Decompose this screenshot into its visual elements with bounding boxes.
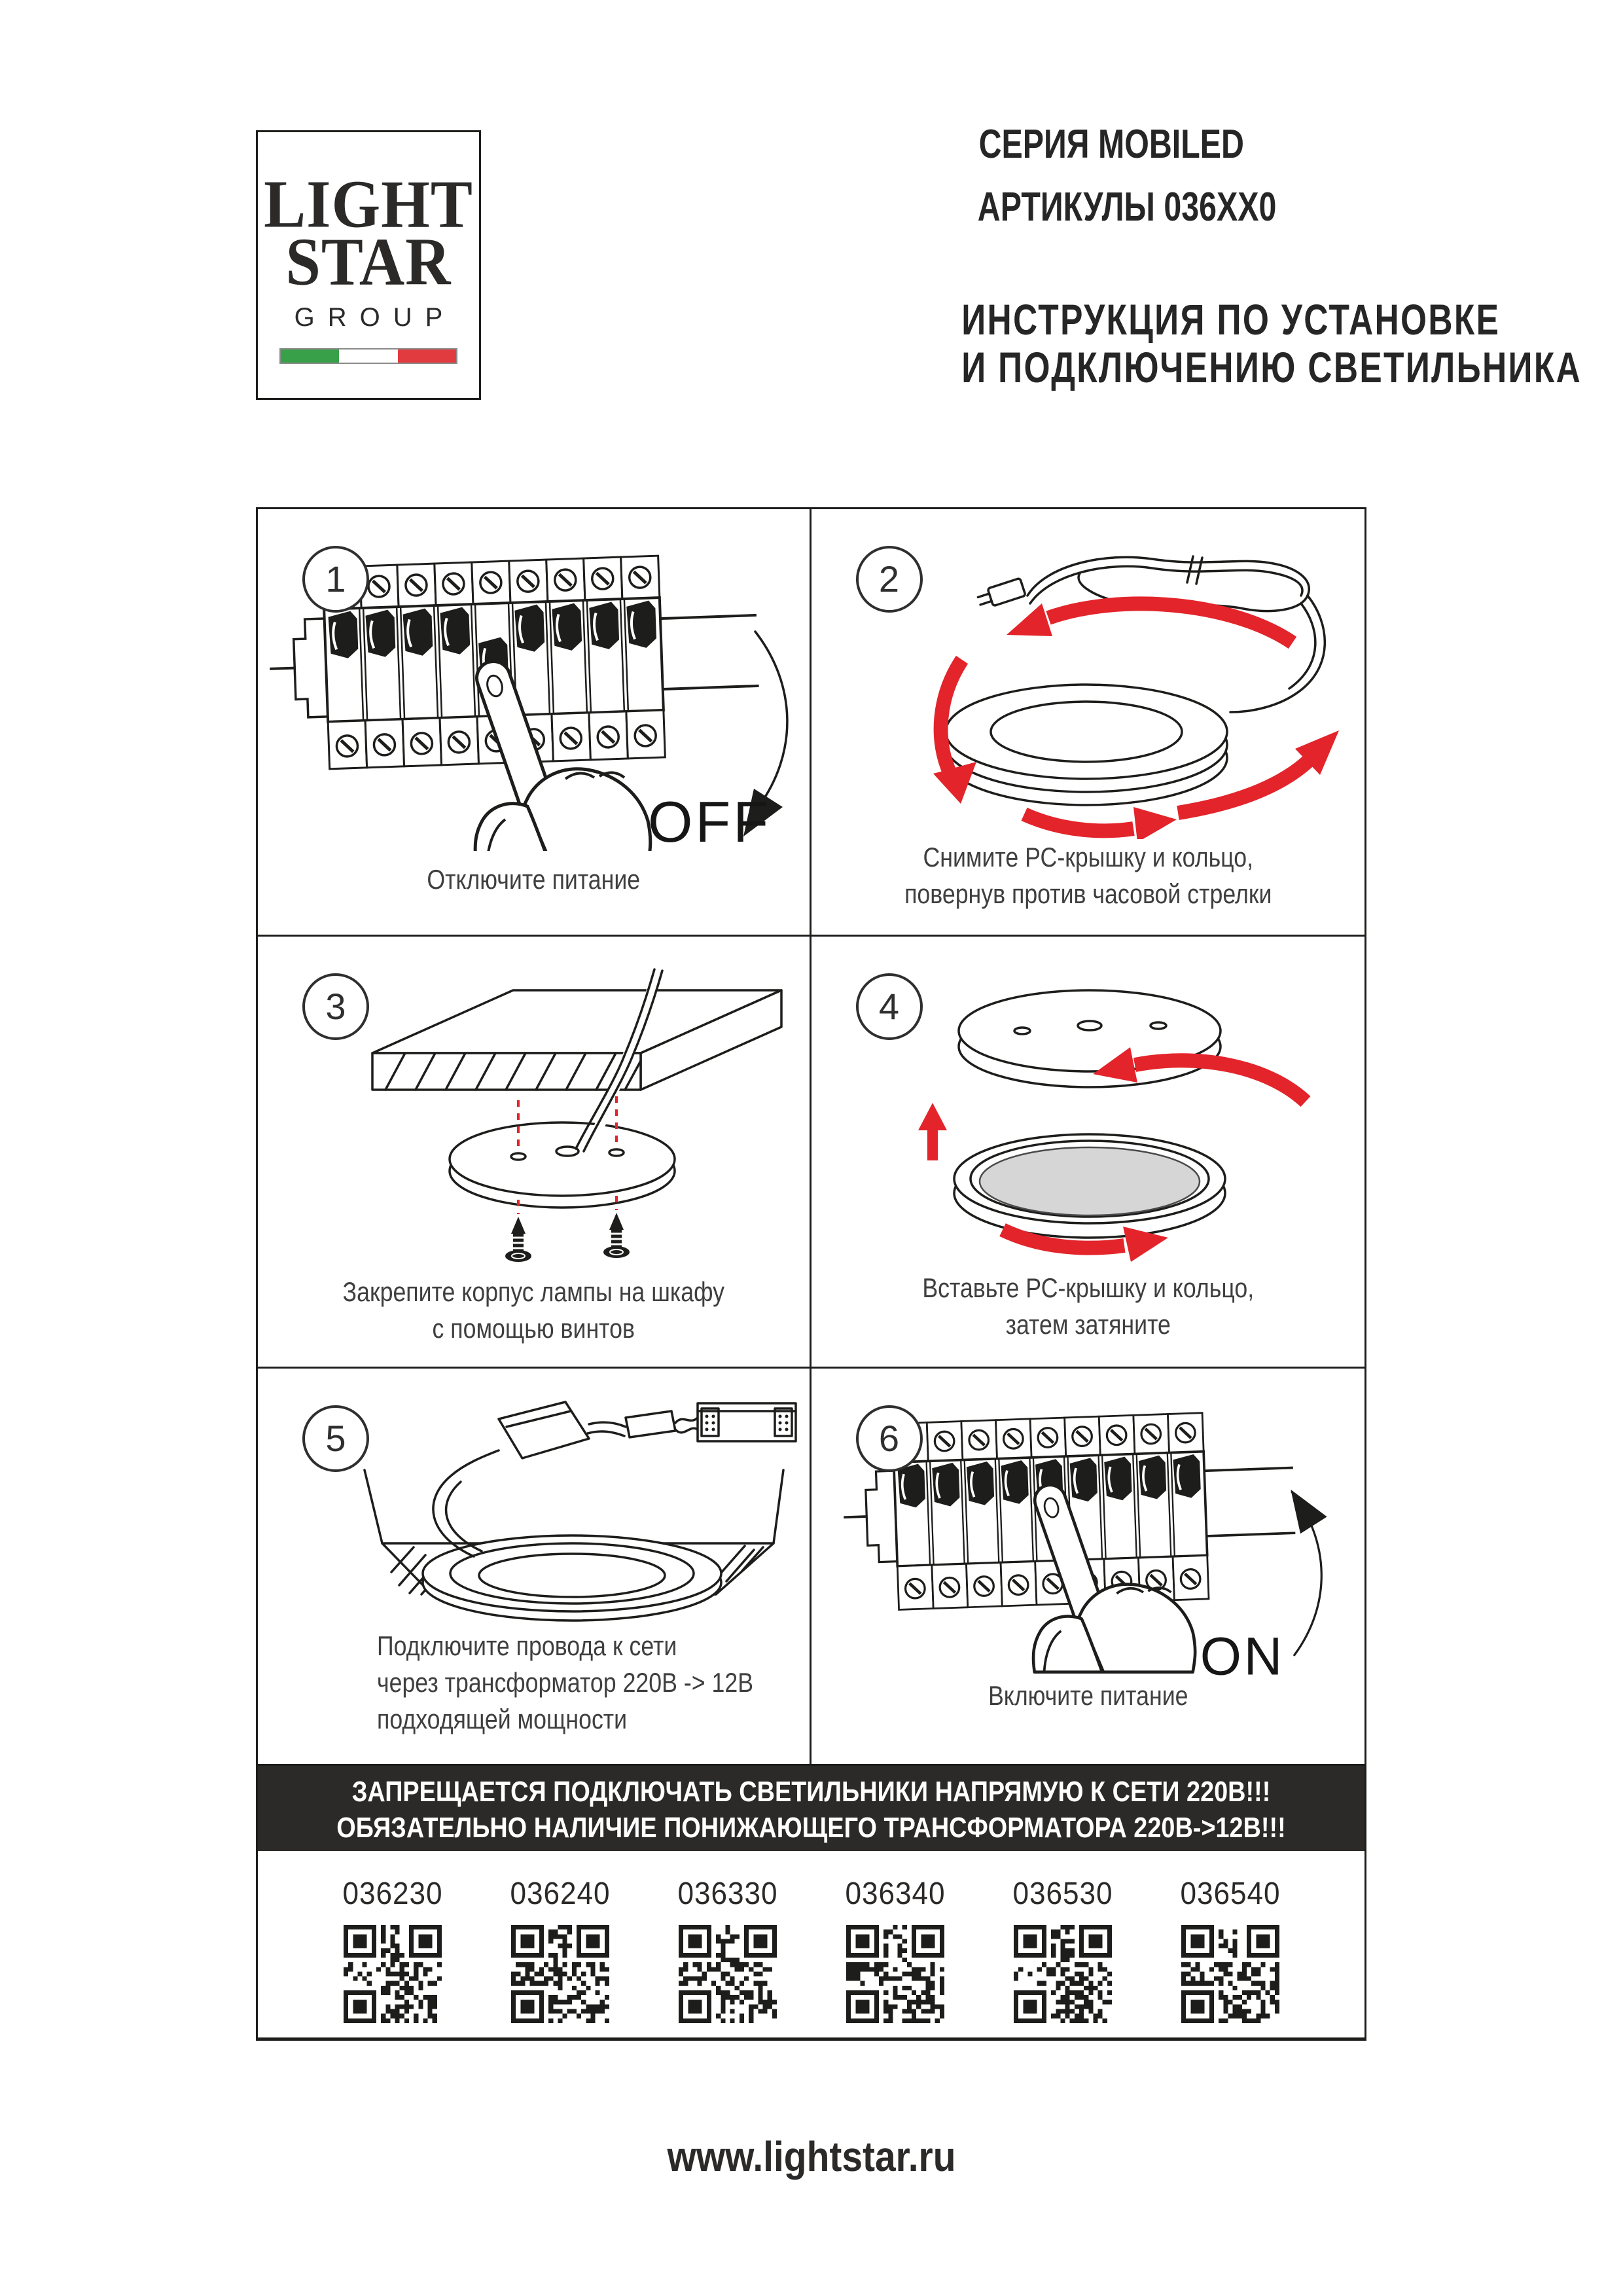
step-panel-5 xyxy=(258,1369,812,1766)
step-caption: Снимите РС-крышку и кольцо, повернув против часовой стрелки xyxy=(904,842,1272,909)
step-panel-2 xyxy=(812,509,1365,937)
lamp-body xyxy=(450,1122,675,1208)
off-label: OFF xyxy=(648,789,771,851)
article-number: 036530 xyxy=(1012,1876,1113,1911)
puck-light xyxy=(946,685,1227,805)
article-item xyxy=(839,1876,952,2037)
cabinet-board xyxy=(372,990,781,1090)
transformer-icon xyxy=(499,1402,626,1458)
document-header xyxy=(864,122,1582,391)
step-number-badge: 6 xyxy=(856,1405,923,1472)
logo-word-light: LIGHT xyxy=(264,166,473,242)
lamp-body xyxy=(959,990,1221,1087)
screw-icon xyxy=(505,1217,531,1262)
article-item xyxy=(671,1876,784,2037)
step-number-badge: 2 xyxy=(856,546,923,613)
article-number: 036240 xyxy=(510,1876,610,1911)
series-line: СЕРИЯ MOBILED xyxy=(978,122,1244,167)
step-panel-4 xyxy=(812,937,1365,1369)
logo-word-star: STAR xyxy=(285,223,452,300)
pc-cover-ring xyxy=(954,1134,1225,1238)
article-number: 036330 xyxy=(677,1876,777,1911)
step-number-badge: 1 xyxy=(302,546,369,613)
on-label: ON xyxy=(1200,1626,1285,1685)
step-panel-6 xyxy=(812,1369,1365,1766)
warning-banner: ЗАПРЕЩАЕТСЯ ПОДКЛЮЧАТЬ СВЕТИЛЬНИКИ НАПРЯМУЮ К СЕТИ 220В!!! ОБЯЗАТЕЛЬНО НАЛИЧИЕ ПОНИЖАЮЩЕГО ТРАНСФОРМАТОРА 220В->12В!!! xyxy=(258,1766,1364,1851)
step-number-badge: 5 xyxy=(302,1405,369,1472)
logo-word-group: GROUP xyxy=(294,302,456,332)
step-caption: Вставьте РС-крышку и кольцо, затем затяните xyxy=(921,1272,1254,1340)
step-panel-3 xyxy=(258,937,812,1369)
qr-code xyxy=(511,1925,609,2023)
curved-arrow-icon xyxy=(755,632,787,808)
articles-line: АРТИКУЛЫ 036ХХ0 xyxy=(977,185,1277,230)
step-number-badge: 3 xyxy=(302,973,369,1040)
insert-arrow-icon xyxy=(918,1103,947,1160)
articles-qr-row xyxy=(258,1851,1364,2037)
article-number: 036340 xyxy=(845,1876,945,1911)
article-item xyxy=(504,1876,616,2037)
step-caption: Отключите питание xyxy=(427,864,641,895)
article-number: 036230 xyxy=(342,1876,442,1911)
website-url: www.lightstar.ru xyxy=(667,2133,956,2180)
flag-red xyxy=(398,350,456,363)
step-caption: Включите питание xyxy=(988,1680,1188,1711)
screw-icon xyxy=(603,1213,630,1258)
qr-code xyxy=(1181,1925,1279,2023)
lightstar-logo xyxy=(256,130,481,400)
flag-white xyxy=(339,350,397,363)
steps-table xyxy=(256,507,1366,2041)
step-caption: Закрепите корпус лампы на шкафу с помощью винтов xyxy=(342,1276,724,1344)
article-item xyxy=(1174,1876,1287,2037)
article-number: 036540 xyxy=(1180,1876,1280,1911)
article-item xyxy=(336,1876,449,2037)
step-number-badge: 4 xyxy=(856,973,923,1040)
italian-flag-icon xyxy=(279,348,457,364)
article-item xyxy=(1007,1876,1119,2037)
page-title: ИНСТРУКЦИЯ ПО УСТАНОВКЕ И ПОДКЛЮЧЕНИЮ СВЕТИЛЬНИКА xyxy=(961,295,1582,391)
qr-code xyxy=(846,1925,944,2023)
puck-light xyxy=(423,1535,721,1621)
terminal-block-icon xyxy=(698,1403,796,1441)
flag-green xyxy=(281,350,339,363)
qr-code xyxy=(679,1925,777,2023)
qr-code xyxy=(344,1925,442,2023)
qr-code xyxy=(1014,1925,1112,2023)
step-caption: Подключите провода к сети через трансформатор 220В -> 12В подходящей мощности xyxy=(377,1630,754,1734)
step-panel-1 xyxy=(258,509,812,937)
connector-icon xyxy=(976,578,1026,609)
